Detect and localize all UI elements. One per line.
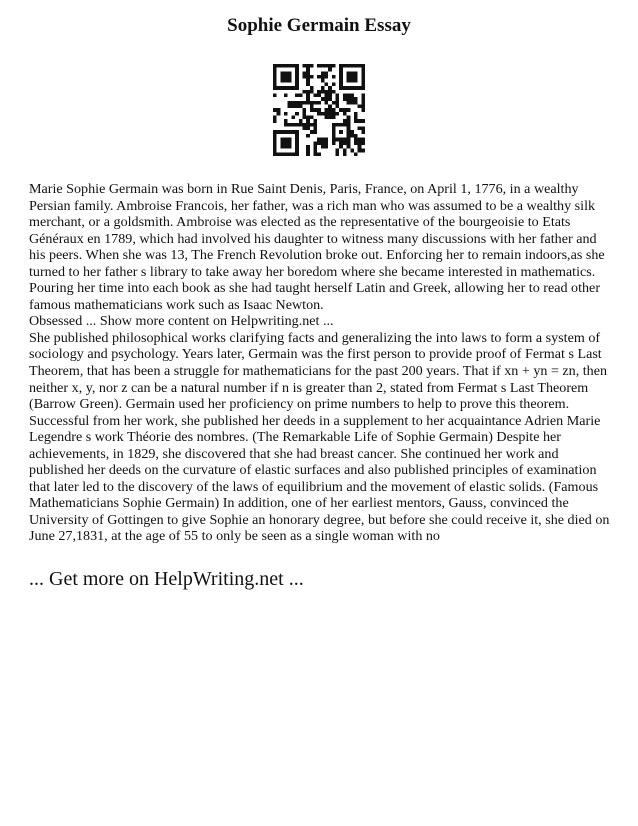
essay-paragraph-main: She published philosophical works clarifying facts and generalizing the into laws to form a system of sociology and psychology. Years later, Germain was the first person to provide proof of Fermat s Last Theorem, that has been a struggle for mathematicians for the past 200 years. That if xn + yn = zn, then neither x, y, nor z can be a natural number if n is greater than 2, stated from Fermat s Last Theorem (Barrow Green). Germain used her proficiency on prime numbers to help to prove this theorem. Successful from her work, she published her deeds in a supplement to her acquaintance Adrien Marie Legendre s work Théorie des nombres. (The Remarkable Life of Sophie Germain) Despite her achievements, in 1829, she discovered that she had breast cancer. She continued her work and published her deeds on the curvature of elastic surfaces and also published principles of examination that later led to the discovery of the laws of equilibrium and the movement of elastic solids. (Famous Mathematicians Sophie Germain) In addition, one of her earliest mentors, Gauss, convinced the University of Gottingen to give Sophie an honorary degree, but before she could receive it, she died on June 27,1831, at the age of 55 to only be seen as a single woman with no: [29, 329, 610, 545]
page-title: Sophie Germain Essay: [227, 15, 411, 36]
show-more-link[interactable]: Obsessed ... Show more content on Helpwriting.net ...: [29, 313, 334, 330]
qr-code-icon: [273, 64, 365, 156]
essay-paragraph-intro: Marie Sophie Germain was born in Rue Saint Denis, Paris, France, on April 1, 1776, in a wealthy Persian family. Ambroise Francois, her father, was a rich man who was assumed to be a wealthy silk merchant, or a goldsmith. Ambroise was elected as the representative of the bourgeoisie to Etats Généraux en 1789, which had involved his daughter to witness many discussions with her father and his peers. When she was 13, The French Revolution broke out. Enforcing her to remain indoors,as she turned to her father s library to take away her boredom where she became interested in mathematics. Pouring her time into each book as she had taught herself Latin and Greek, allowing her to read other famous mathematicians work such as Isaac Newton.: [29, 181, 605, 313]
get-more-link[interactable]: ... Get more on HelpWriting.net ...: [29, 568, 304, 590]
essay-body: [29, 181, 613, 545]
